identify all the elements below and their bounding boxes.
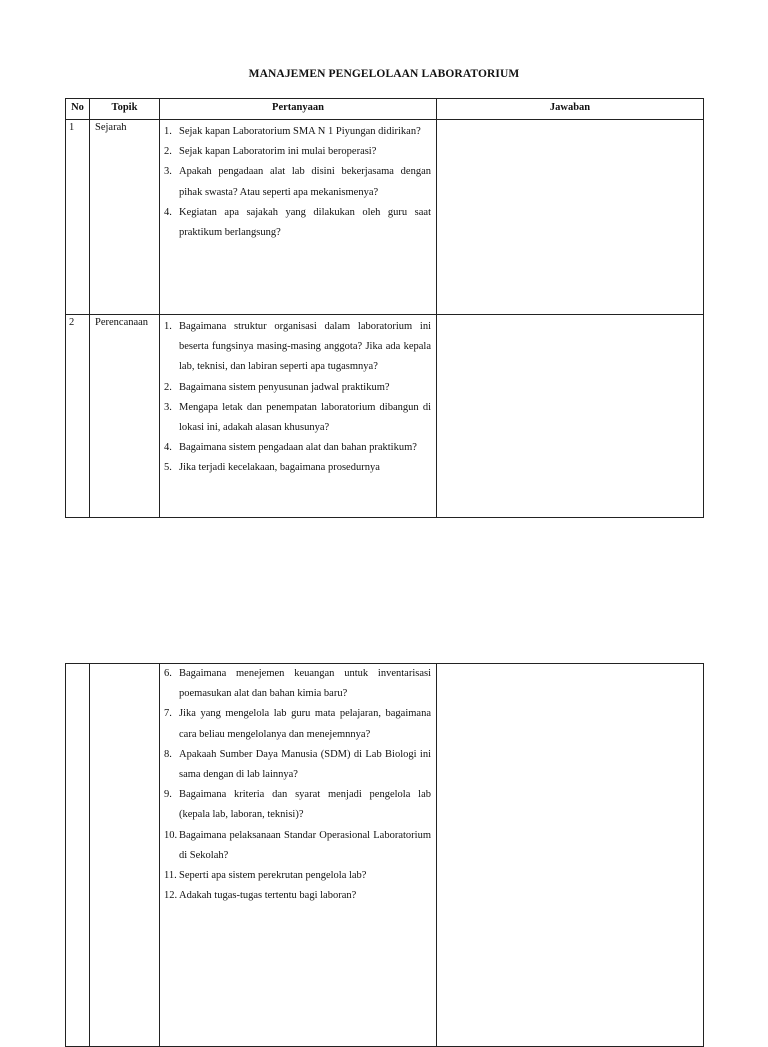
row-topic: Sejarah [90, 120, 160, 315]
question-text: Bagaimana struktur organisasi dalam laboratorium ini beserta fungsinya masing-masing anggota? Jika ada kepala lab, teknisi, dan labiran seperti apa tugasmnya? [179, 321, 431, 373]
question-text: Bagaimana menejemen keuangan untuk inventarisasi poemasukan alat dan bahan kimia baru? [179, 668, 431, 700]
question-number: 1. [164, 126, 172, 137]
question-number: 10. [164, 829, 178, 841]
question-item [164, 142, 431, 162]
row-number: 1 [66, 120, 90, 315]
question-text: Seperti apa sistem perekrutan pengelola lab? [179, 870, 367, 882]
question-item [164, 162, 431, 202]
question-text: Bagaimana sistem pengadaan alat dan bahan praktikum? [179, 442, 417, 454]
question-list [164, 317, 431, 479]
row-number [66, 664, 90, 1047]
row-number: 2 [66, 315, 90, 518]
row-topic: Perencanaan [90, 315, 160, 518]
question-number: 9. [164, 789, 172, 801]
question-number: 3. [164, 166, 172, 178]
question-text: Sejak kapan Laboratorim ini mulai beroperasi? [179, 146, 377, 158]
question-cell [160, 664, 437, 1047]
question-text: Apakah pengadaan alat lab disini bekerjasama dengan pihak swasta? Atau seperti apa mekanismenya? [179, 166, 431, 198]
question-number: 1. [164, 321, 172, 332]
header-no: No [66, 99, 90, 120]
question-item [164, 886, 431, 906]
table-row [66, 664, 704, 1047]
question-item [164, 745, 431, 785]
table-row [66, 120, 704, 315]
question-number: 2. [164, 146, 172, 158]
question-number: 6. [164, 668, 172, 679]
question-number: 8. [164, 748, 172, 760]
question-item [164, 704, 431, 744]
header-topik: Topik [90, 99, 160, 120]
question-number: 7. [164, 708, 172, 720]
question-item [164, 317, 431, 378]
question-item [164, 785, 431, 825]
header-pertanyaan: Pertanyaan [160, 99, 437, 120]
answer-cell[interactable] [437, 315, 704, 518]
question-list [164, 122, 431, 243]
question-number: 3. [164, 401, 172, 413]
question-item [164, 664, 431, 704]
document-title: MANAJEMEN PENGELOLAAN LABORATORIUM [248, 68, 520, 80]
answer-cell[interactable] [437, 120, 704, 315]
question-text: Kegiatan apa sajakah yang dilakukan oleh guru saat praktikum berlangsung? [179, 206, 431, 239]
questionnaire-table-continued [65, 663, 704, 1047]
question-item [164, 866, 431, 886]
question-item [164, 203, 431, 243]
table-row [66, 315, 704, 518]
question-text: Jika yang mengelola lab guru mata pelajaran, bagaimana cara beliau mengelolanya dan menejemnnya? [179, 708, 431, 740]
question-number: 2. [164, 381, 172, 393]
question-item [164, 122, 431, 142]
question-number: 5. [164, 462, 172, 474]
question-text: Apakaah Sumber Daya Manusia (SDM) di Lab Biologi ini sama dengan di lab lainnya? [179, 748, 431, 781]
question-text: Adakah tugas-tugas tertentu bagi laboran? [179, 890, 357, 902]
question-cell [160, 315, 437, 518]
row-topic [90, 664, 160, 1047]
questionnaire-table [65, 98, 704, 518]
question-list [164, 664, 431, 906]
header-jawaban: Jawaban [437, 99, 704, 120]
question-number: 4. [164, 442, 172, 454]
question-text: Mengapa letak dan penempatan laboratorium dibangun di lokasi ini, adakah alasan khusunya? [179, 401, 431, 434]
question-item [164, 458, 431, 478]
question-number: 12. [164, 890, 178, 902]
question-item [164, 438, 431, 458]
table-header-row [66, 99, 704, 120]
question-item [164, 826, 431, 866]
question-text: Jika terjadi kecelakaan, bagaimana prosedurnya [179, 462, 380, 474]
question-number: 11. [164, 870, 177, 882]
question-number: 4. [164, 206, 172, 218]
question-item [164, 378, 431, 398]
answer-cell[interactable] [437, 664, 704, 1047]
question-text: Sejak kapan Laboratorium SMA N 1 Piyungan didirikan? [179, 126, 421, 137]
question-item [164, 398, 431, 438]
question-text: Bagaimana kriteria dan syarat menjadi pengelola lab (kepala lab, laboran, teknisi)? [179, 789, 431, 821]
question-text: Bagaimana sistem penyusunan jadwal praktikum? [179, 381, 390, 393]
question-cell [160, 120, 437, 315]
question-text: Bagaimana pelaksanaan Standar Operasional Laboratorium di Sekolah? [179, 829, 431, 861]
